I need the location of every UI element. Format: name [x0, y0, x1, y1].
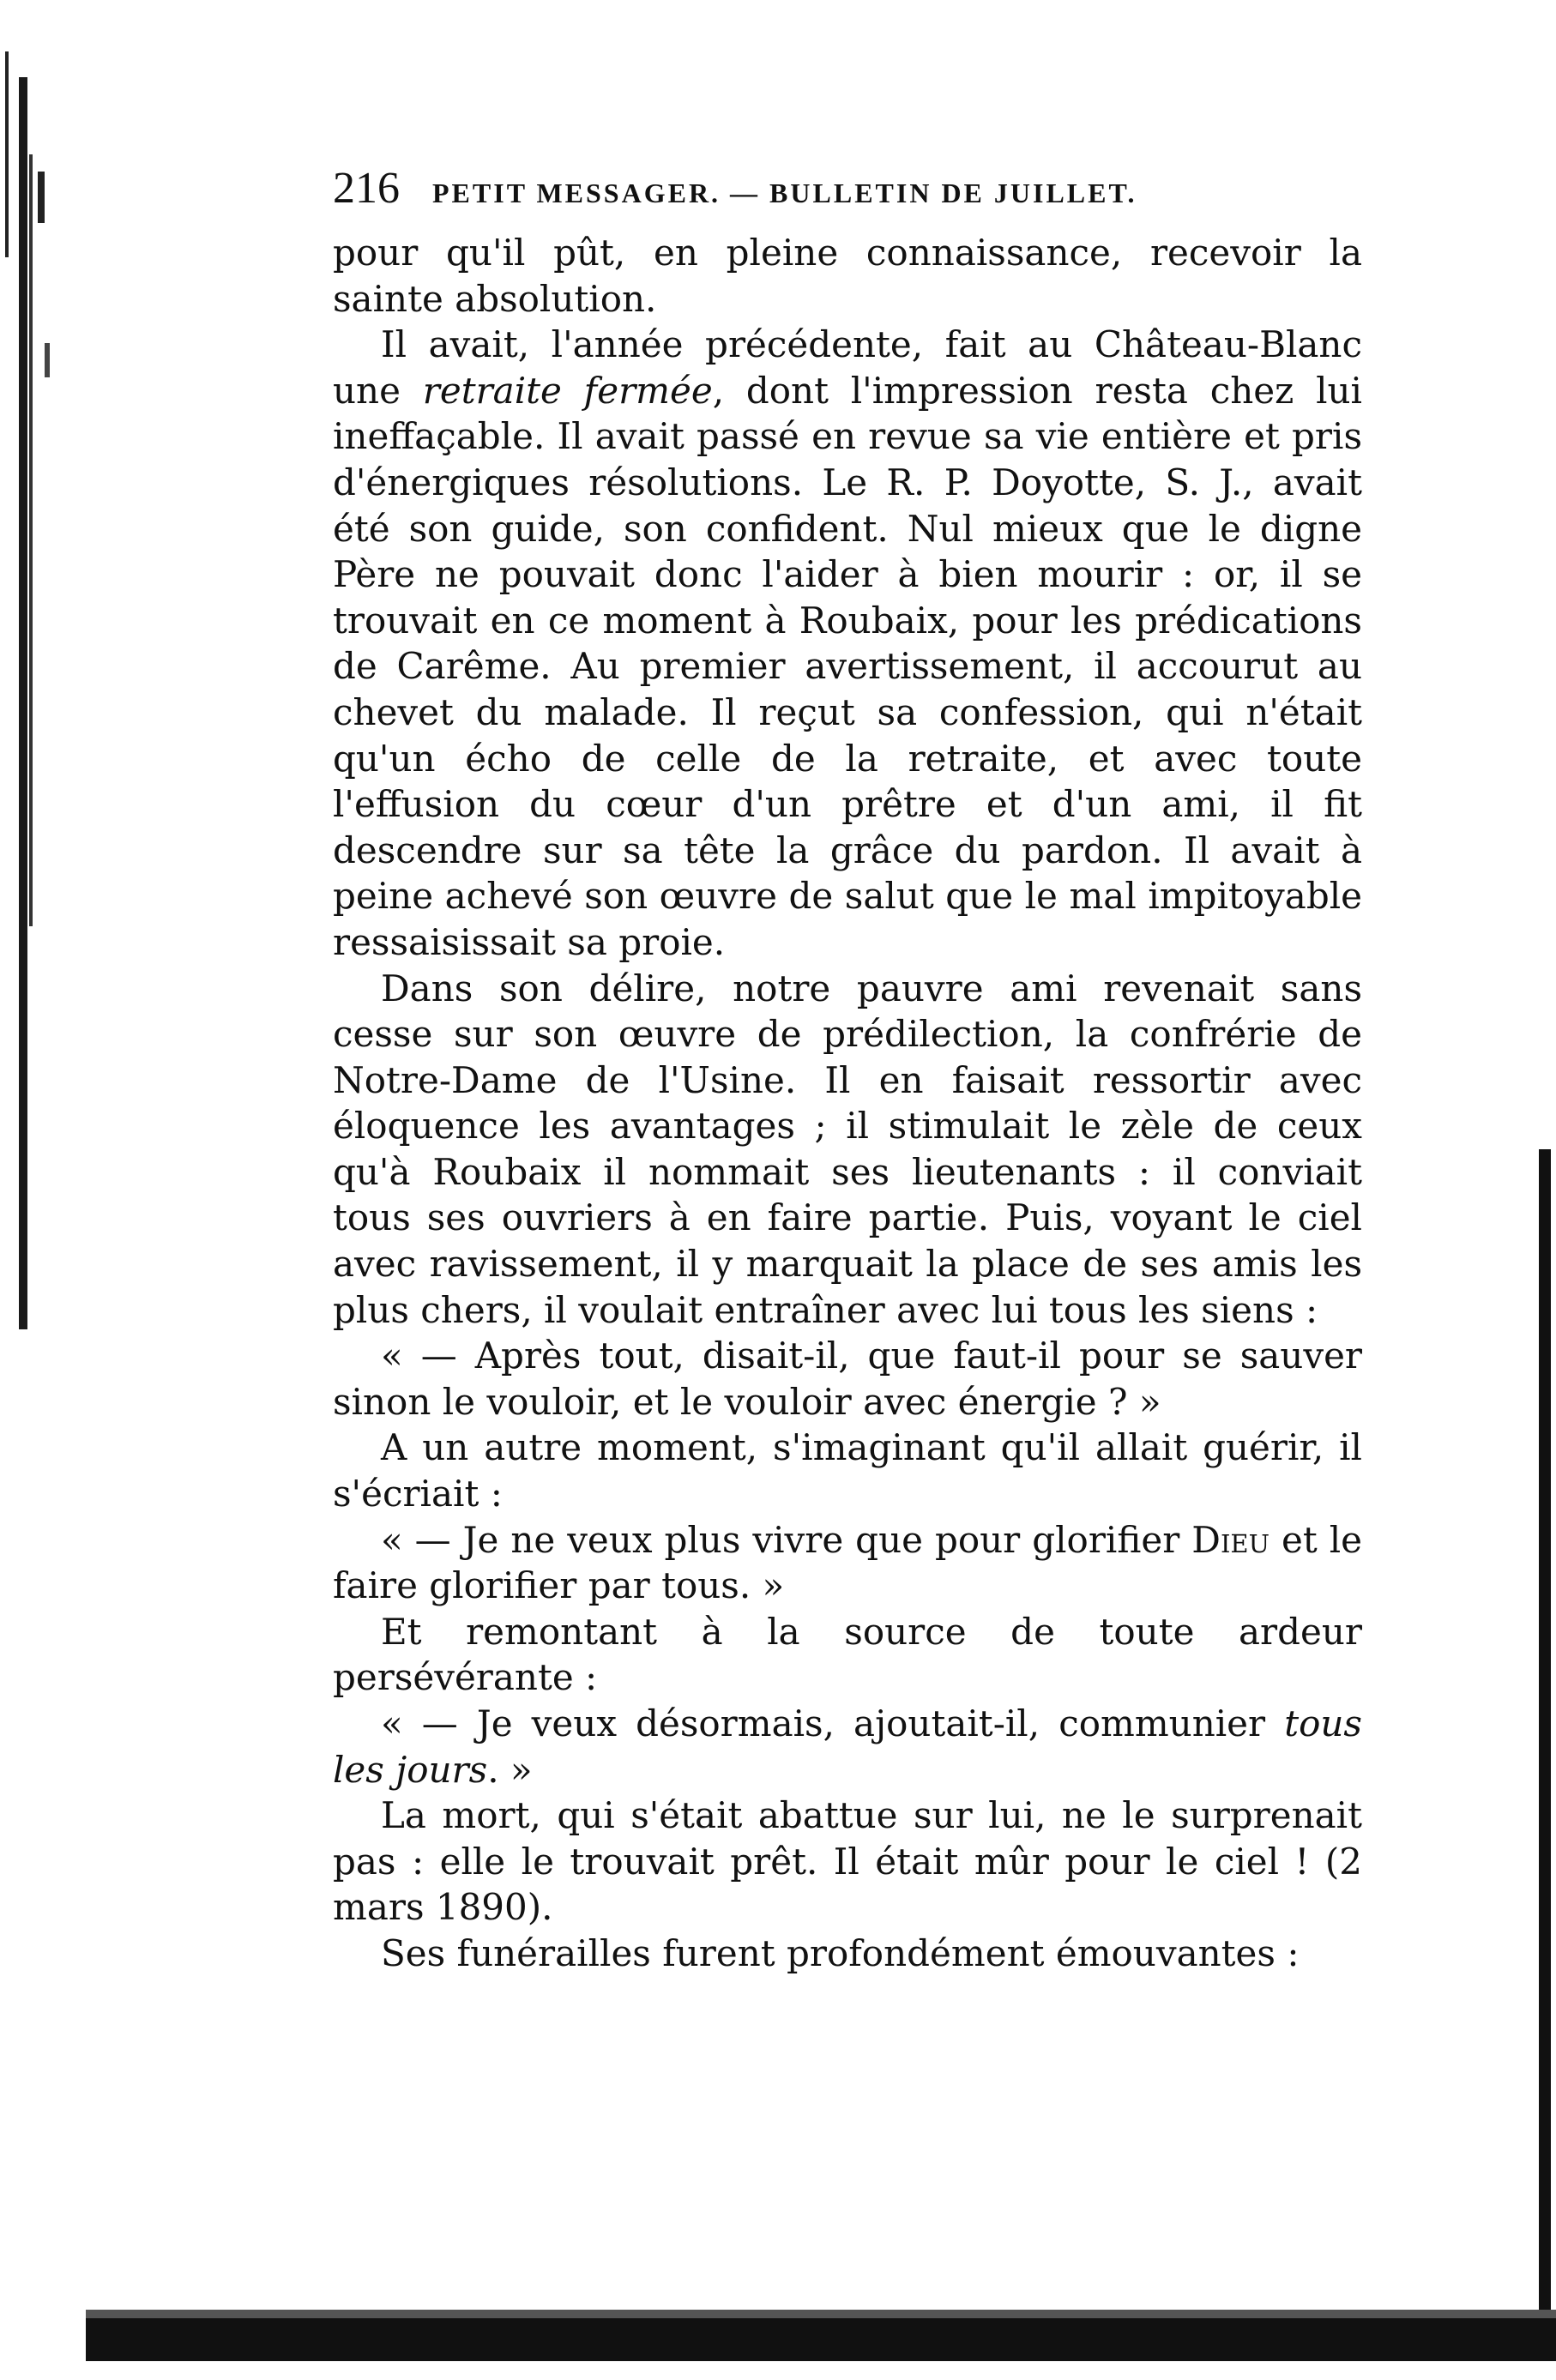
paragraph-remontant: Et remontant à la source de toute ardeur persévérante : — [333, 1610, 1362, 1699]
paragraph-delirium: Dans son délire, notre pauvre ami revenait sans cesse sur son œuvre de prédilection, la confrérie de Notre-Dame de l'Usine. Il en faisait ressortir avec éloquence les avantages ; il stimulait le zèle de ceux qu'à Roubaix il nommait ses lieutenants : il conviait tous ses ouvriers à en faire partie. Puis, voyant le ciel avec ravissement, il y marquait la place de ses amis les plus chers, il voulait entraîner avec lui tous les siens : — [333, 967, 1362, 1331]
page-number: 216 — [333, 164, 400, 213]
scan-bottom-edge-artifact — [86, 2301, 1556, 2370]
book-page — [333, 163, 1362, 1977]
running-head — [333, 163, 1362, 223]
body-text — [333, 230, 1362, 1977]
paragraph-continuation: pour qu'il pût, en pleine connaissance, recevoir la sainte absolution. — [333, 232, 1362, 320]
italic-retraite-fermee: retraite fermée — [422, 369, 713, 412]
quote-glorifier-dieu: « — Je ne veux plus vivre que pour glorifier Dieu et le faire glorifier par tous. » — [333, 1518, 1362, 1607]
paragraph-funerailles: Ses funérailles furent profondément émouvantes : — [381, 1931, 1300, 1974]
quote-apres-tout: « — Après tout, disait-il, que faut-il pour se sauver sinon le vouloir, et le vouloir avec énergie ? » — [333, 1335, 1362, 1423]
small-caps-dieu: Dieu — [1191, 1518, 1270, 1561]
paragraph-mort: La mort, qui s'était abattue sur lui, ne le surprenait pas : elle le trouvait prêt. Il était mûr pour le ciel ! (2 mars 1890). — [333, 1794, 1362, 1929]
scan-right-edge-artifact — [1522, 1149, 1556, 2350]
scan-left-edge-artifact — [0, 51, 67, 1338]
italic-tous-les-jours: tous les jours — [333, 1702, 1362, 1791]
running-title: PETIT MESSAGER. — BULLETIN DE JUILLET. — [432, 178, 1137, 208]
quote-communier: « — Je veux désormais, ajoutait-il, communier tous les jours. » — [333, 1702, 1362, 1791]
paragraph-retreat: Il avait, l'année précédente, fait au Château-Blanc une retraite fermée, dont l'impression resta chez lui ineffaçable. Il avait passé en revue sa vie entière et pris d'énergiques résolutions. Le R. P. Doyotte, S. J., avait été son guide, son confident. Nul mieux que le digne Père ne pouvait donc l'aider à bien mourir : or, il se trouvait en ce moment à Roubaix, pour les prédications de Carême. Au premier avertissement, il accourut au chevet du malade. Il reçut sa confession, qui n'était qu'un écho de celle de la retraite, et avec toute l'effusion du cœur d'un prêtre et d'un ami, il fit descendre sur sa tête la grâce du pardon. Il avait à peine achevé son œuvre de salut que le mal impitoyable ressaisissait sa proie. — [333, 323, 1362, 963]
paragraph-autre-moment: A un autre moment, s'imaginant qu'il allait guérir, il s'écriait : — [333, 1426, 1362, 1515]
